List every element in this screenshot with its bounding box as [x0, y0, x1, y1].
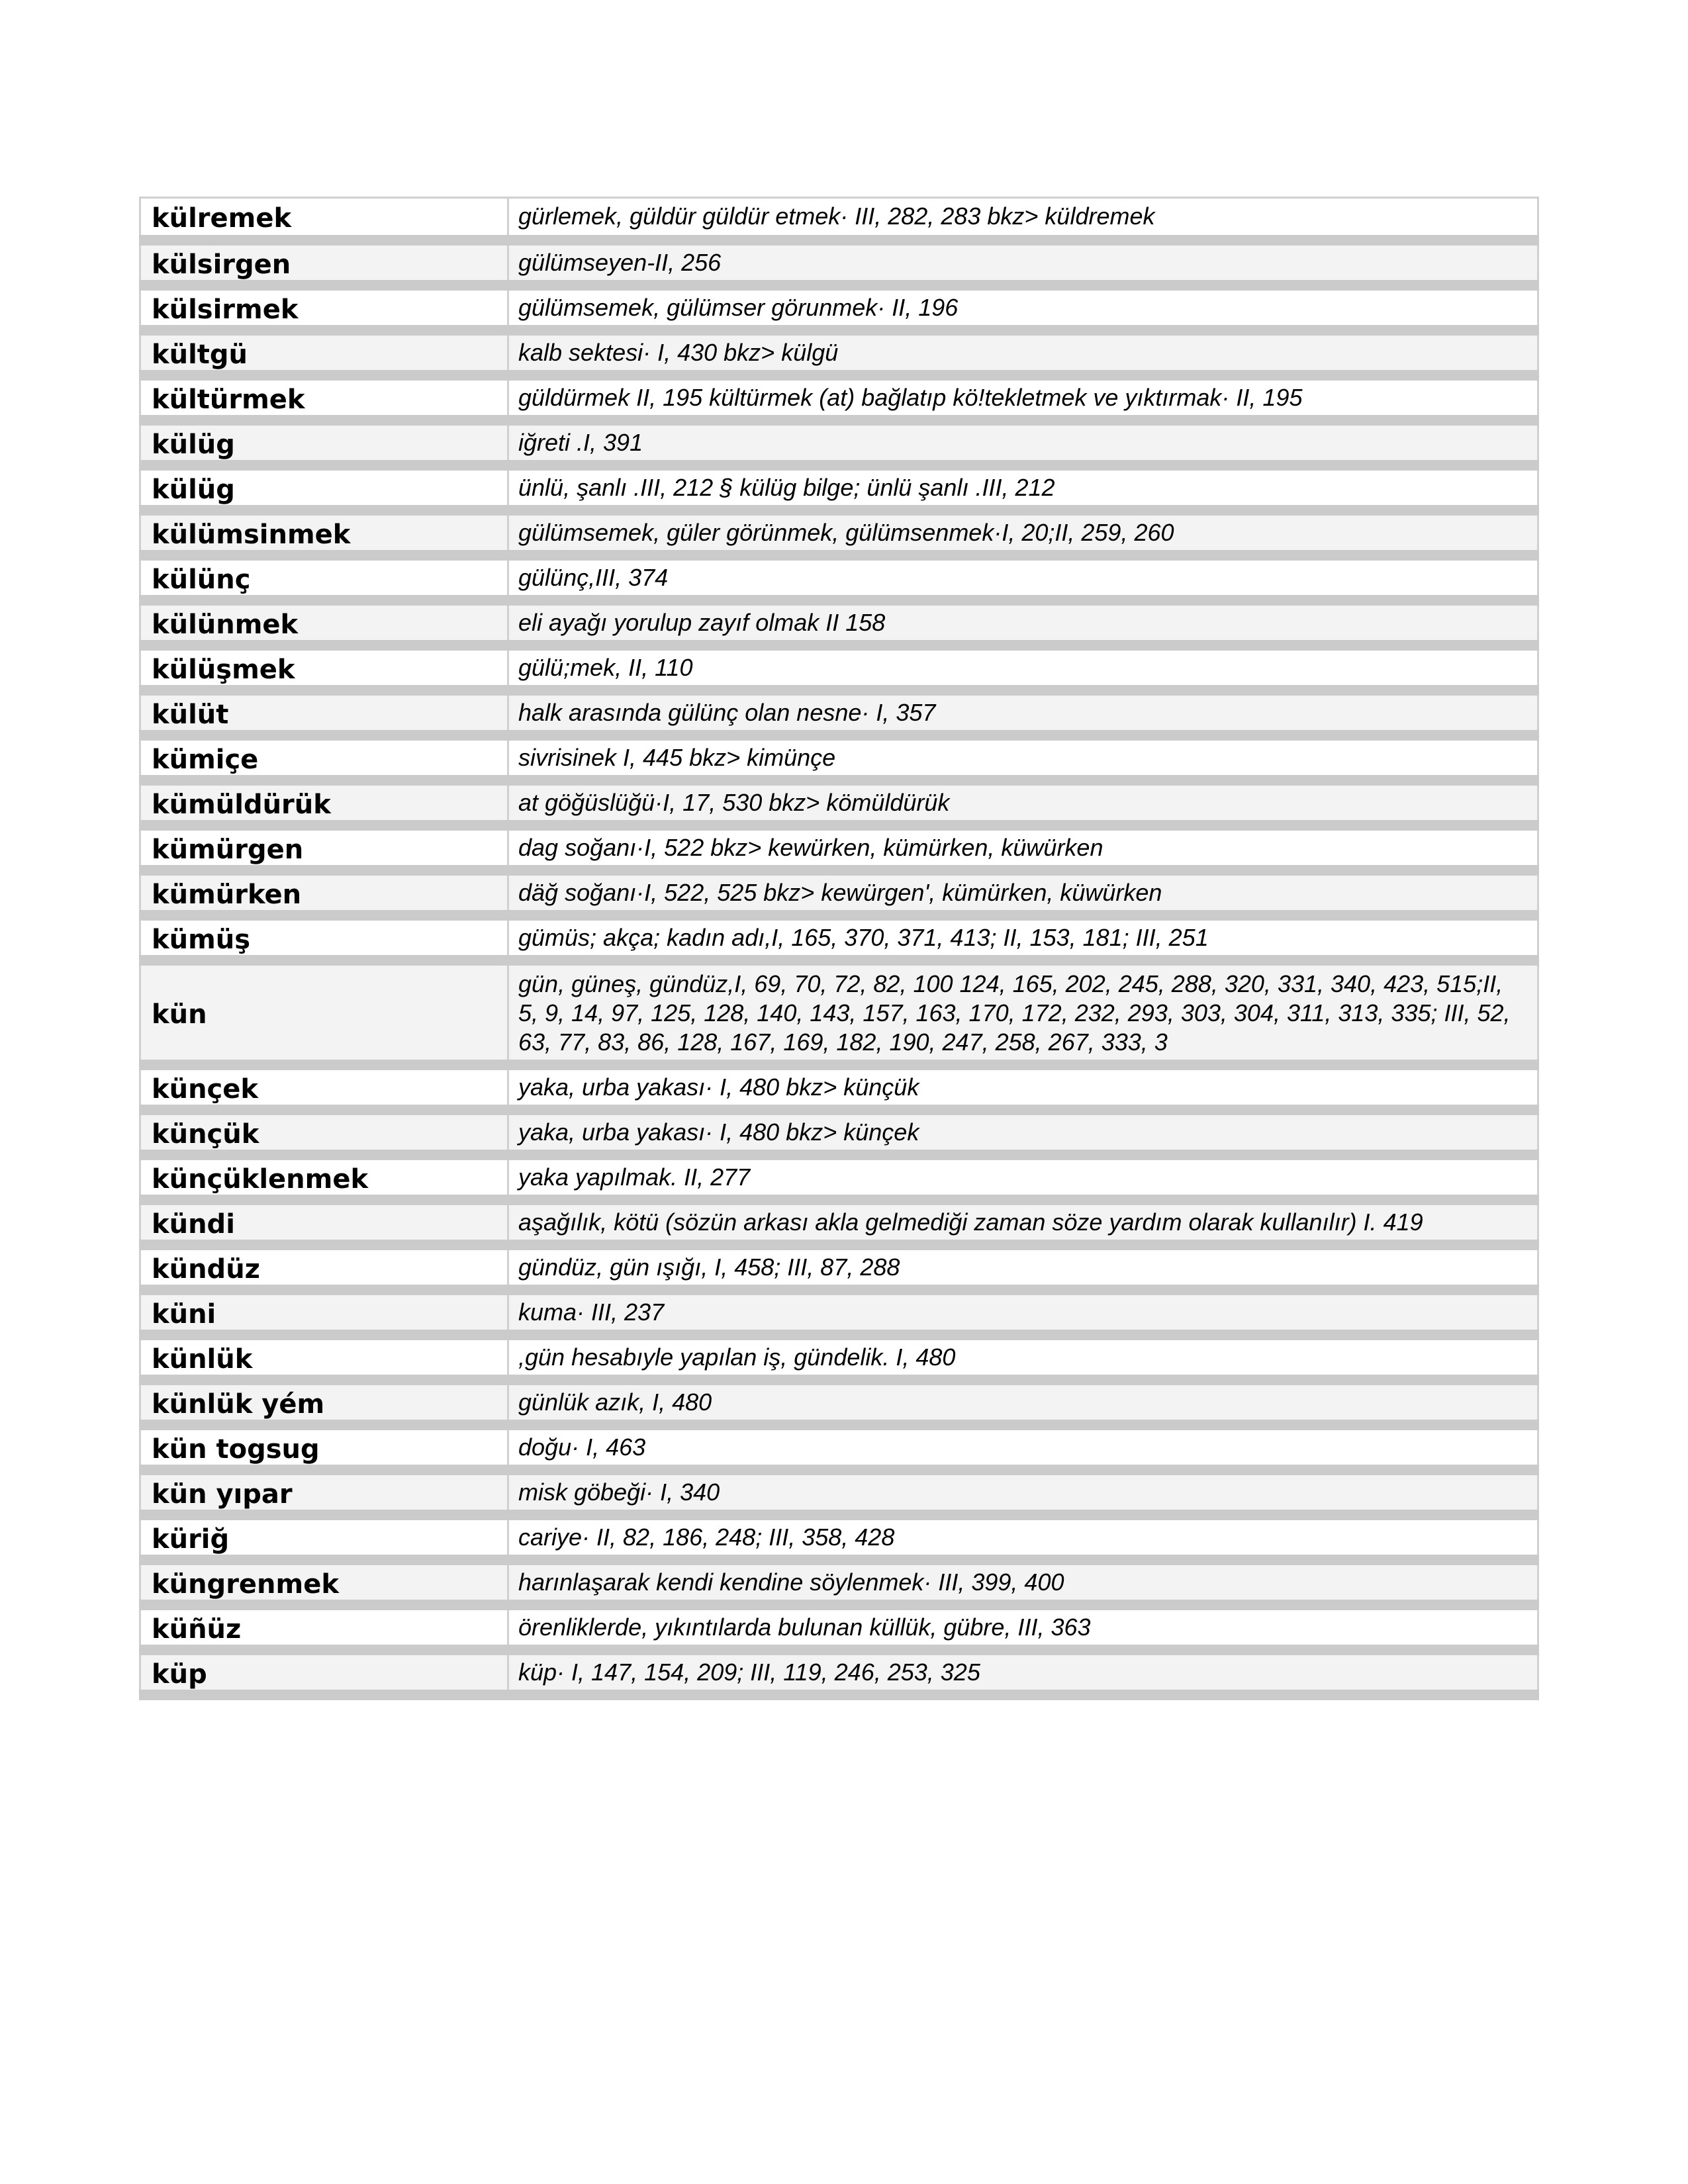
- glossary-row: [140, 1425, 1538, 1470]
- glossary-definition: at göğüslüğü·I, 17, 530 bkz> kömüldürük: [508, 780, 1538, 825]
- glossary-table: [139, 197, 1539, 1700]
- glossary-row: [140, 1065, 1538, 1110]
- glossary-row: [140, 465, 1538, 510]
- glossary-term: kümürgen: [140, 825, 508, 870]
- glossary-row: [140, 1470, 1538, 1515]
- glossary-definition: gülümsemek, güler görünmek, gülümsenmek·I, 20;II, 259, 260: [508, 510, 1538, 555]
- glossary-term: kün: [140, 960, 508, 1065]
- glossary-row: [140, 645, 1538, 690]
- glossary-definition: ünlü, şanlı .III, 212 § külüg bilge; ünlü şanlı .III, 212: [508, 465, 1538, 510]
- glossary-row: [140, 375, 1538, 420]
- glossary-row: [140, 600, 1538, 645]
- glossary-definition: kuma· III, 237: [508, 1290, 1538, 1335]
- glossary-term: kümiçe: [140, 735, 508, 780]
- glossary-row: [140, 735, 1538, 780]
- glossary-definition: dag soğanı·I, 522 bkz> kewürken, kümürken, küwürken: [508, 825, 1538, 870]
- glossary-term: kümüş: [140, 915, 508, 960]
- glossary-definition: gülünç,III, 374: [508, 555, 1538, 600]
- glossary-definition: aşağılık, kötü (sözün arkası akla gelmediği zaman söze yardım olarak kullanılır) I. 419: [508, 1200, 1538, 1245]
- glossary-term: künçük: [140, 1110, 508, 1155]
- glossary-definition: yaka yapılmak. II, 277: [508, 1155, 1538, 1200]
- glossary-definition: doğu· I, 463: [508, 1425, 1538, 1470]
- glossary-term: kümürken: [140, 870, 508, 915]
- glossary-definition: yaka, urba yakası· I, 480 bkz> künçük: [508, 1065, 1538, 1110]
- glossary-row: [140, 510, 1538, 555]
- glossary-term: kün yıpar: [140, 1470, 508, 1515]
- glossary-body: [140, 198, 1538, 1695]
- glossary-term: külremek: [140, 198, 508, 240]
- glossary-row: [140, 1245, 1538, 1290]
- glossary-row: [140, 1650, 1538, 1695]
- glossary-term: külsirmek: [140, 285, 508, 330]
- glossary-row: [140, 1110, 1538, 1155]
- glossary-row: [140, 1380, 1538, 1425]
- glossary-term: kültgü: [140, 330, 508, 375]
- glossary-row: [140, 285, 1538, 330]
- glossary-term: künlük: [140, 1335, 508, 1380]
- glossary-row: [140, 330, 1538, 375]
- glossary-row: [140, 1155, 1538, 1200]
- glossary-term: külüt: [140, 690, 508, 735]
- glossary-definition: gülümseyen-II, 256: [508, 240, 1538, 285]
- glossary-definition: güldürmek II, 195 kültürmek (at) bağlatıp kö!tekletmek ve yıktırmak· II, 195: [508, 375, 1538, 420]
- glossary-row: [140, 1560, 1538, 1605]
- glossary-term: külüg: [140, 465, 508, 510]
- glossary-term: küp: [140, 1650, 508, 1695]
- glossary-term: künçüklenmek: [140, 1155, 508, 1200]
- glossary-term: küngrenmek: [140, 1560, 508, 1605]
- glossary-definition: halk arasında gülünç olan nesne· I, 357: [508, 690, 1538, 735]
- glossary-row: [140, 198, 1538, 240]
- glossary-row: [140, 915, 1538, 960]
- glossary-term: küñüz: [140, 1605, 508, 1650]
- glossary-term: kümüldürük: [140, 780, 508, 825]
- glossary-definition: iğreti .I, 391: [508, 420, 1538, 465]
- glossary-definition: cariye· II, 82, 186, 248; III, 358, 428: [508, 1515, 1538, 1560]
- glossary-term: kün togsug: [140, 1425, 508, 1470]
- glossary-definition: ,gün hesabıyle yapılan iş, gündelik. I, 480: [508, 1335, 1538, 1380]
- glossary-term: külsirgen: [140, 240, 508, 285]
- glossary-definition: däğ soğanı·I, 522, 525 bkz> kewürgen', kümürken, küwürken: [508, 870, 1538, 915]
- glossary-row: [140, 1290, 1538, 1335]
- glossary-row: [140, 780, 1538, 825]
- glossary-term: kündi: [140, 1200, 508, 1245]
- glossary-definition: günlük azık, I, 480: [508, 1380, 1538, 1425]
- glossary-row: [140, 1605, 1538, 1650]
- glossary-term: künlük yém: [140, 1380, 508, 1425]
- glossary-term: külüg: [140, 420, 508, 465]
- glossary-term: külüşmek: [140, 645, 508, 690]
- glossary-row: [140, 1515, 1538, 1560]
- glossary-term: külünmek: [140, 600, 508, 645]
- glossary-row: [140, 240, 1538, 285]
- glossary-term: küni: [140, 1290, 508, 1335]
- glossary-definition: gülümsemek, gülümser görunmek· II, 196: [508, 285, 1538, 330]
- glossary-definition: sivrisinek I, 445 bkz> kimünçe: [508, 735, 1538, 780]
- glossary-term: kündüz: [140, 1245, 508, 1290]
- glossary-definition: eli ayağı yorulup zayıf olmak II 158: [508, 600, 1538, 645]
- glossary-row: [140, 960, 1538, 1065]
- glossary-term: künçek: [140, 1065, 508, 1110]
- glossary-definition: gün, güneş, gündüz,I, 69, 70, 72, 82, 100 124, 165, 202, 245, 288, 320, 331, 340, 423, 515;II, 5, 9, 14, 97, 125, 128, 140, 143, 157, 163, 170, 172, 232, 293, 303, 304, 311, 313, 335; III, 52, 63, 77, 83, 86, 128, 167, 169, 182, 190, 247, 258, 267, 333, 3: [508, 960, 1538, 1065]
- glossary-definition: örenliklerde, yıkıntılarda bulunan küllük, gübre, III, 363: [508, 1605, 1538, 1650]
- glossary-row: [140, 1335, 1538, 1380]
- glossary-definition: yaka, urba yakası· I, 480 bkz> künçek: [508, 1110, 1538, 1155]
- glossary-row: [140, 420, 1538, 465]
- glossary-term: küriğ: [140, 1515, 508, 1560]
- glossary-definition: küp· I, 147, 154, 209; III, 119, 246, 253, 325: [508, 1650, 1538, 1695]
- glossary-row: [140, 870, 1538, 915]
- glossary-definition: kalb sektesi· I, 430 bkz> külgü: [508, 330, 1538, 375]
- glossary-definition: harınlaşarak kendi kendine söylenmek· III, 399, 400: [508, 1560, 1538, 1605]
- glossary-definition: gürlemek, güldür güldür etmek· III, 282, 283 bkz> küldremek: [508, 198, 1538, 240]
- glossary-row: [140, 1200, 1538, 1245]
- glossary-definition: gülü;mek, II, 110: [508, 645, 1538, 690]
- glossary-definition: misk göbeği· I, 340: [508, 1470, 1538, 1515]
- glossary-row: [140, 825, 1538, 870]
- glossary-row: [140, 690, 1538, 735]
- glossary-definition: gündüz, gün ışığı, I, 458; III, 87, 288: [508, 1245, 1538, 1290]
- glossary-definition: gümüs; akça; kadın adı,I, 165, 370, 371, 413; II, 153, 181; III, 251: [508, 915, 1538, 960]
- glossary-row: [140, 555, 1538, 600]
- glossary-term: külünç: [140, 555, 508, 600]
- glossary-term: kültürmek: [140, 375, 508, 420]
- glossary-term: külümsinmek: [140, 510, 508, 555]
